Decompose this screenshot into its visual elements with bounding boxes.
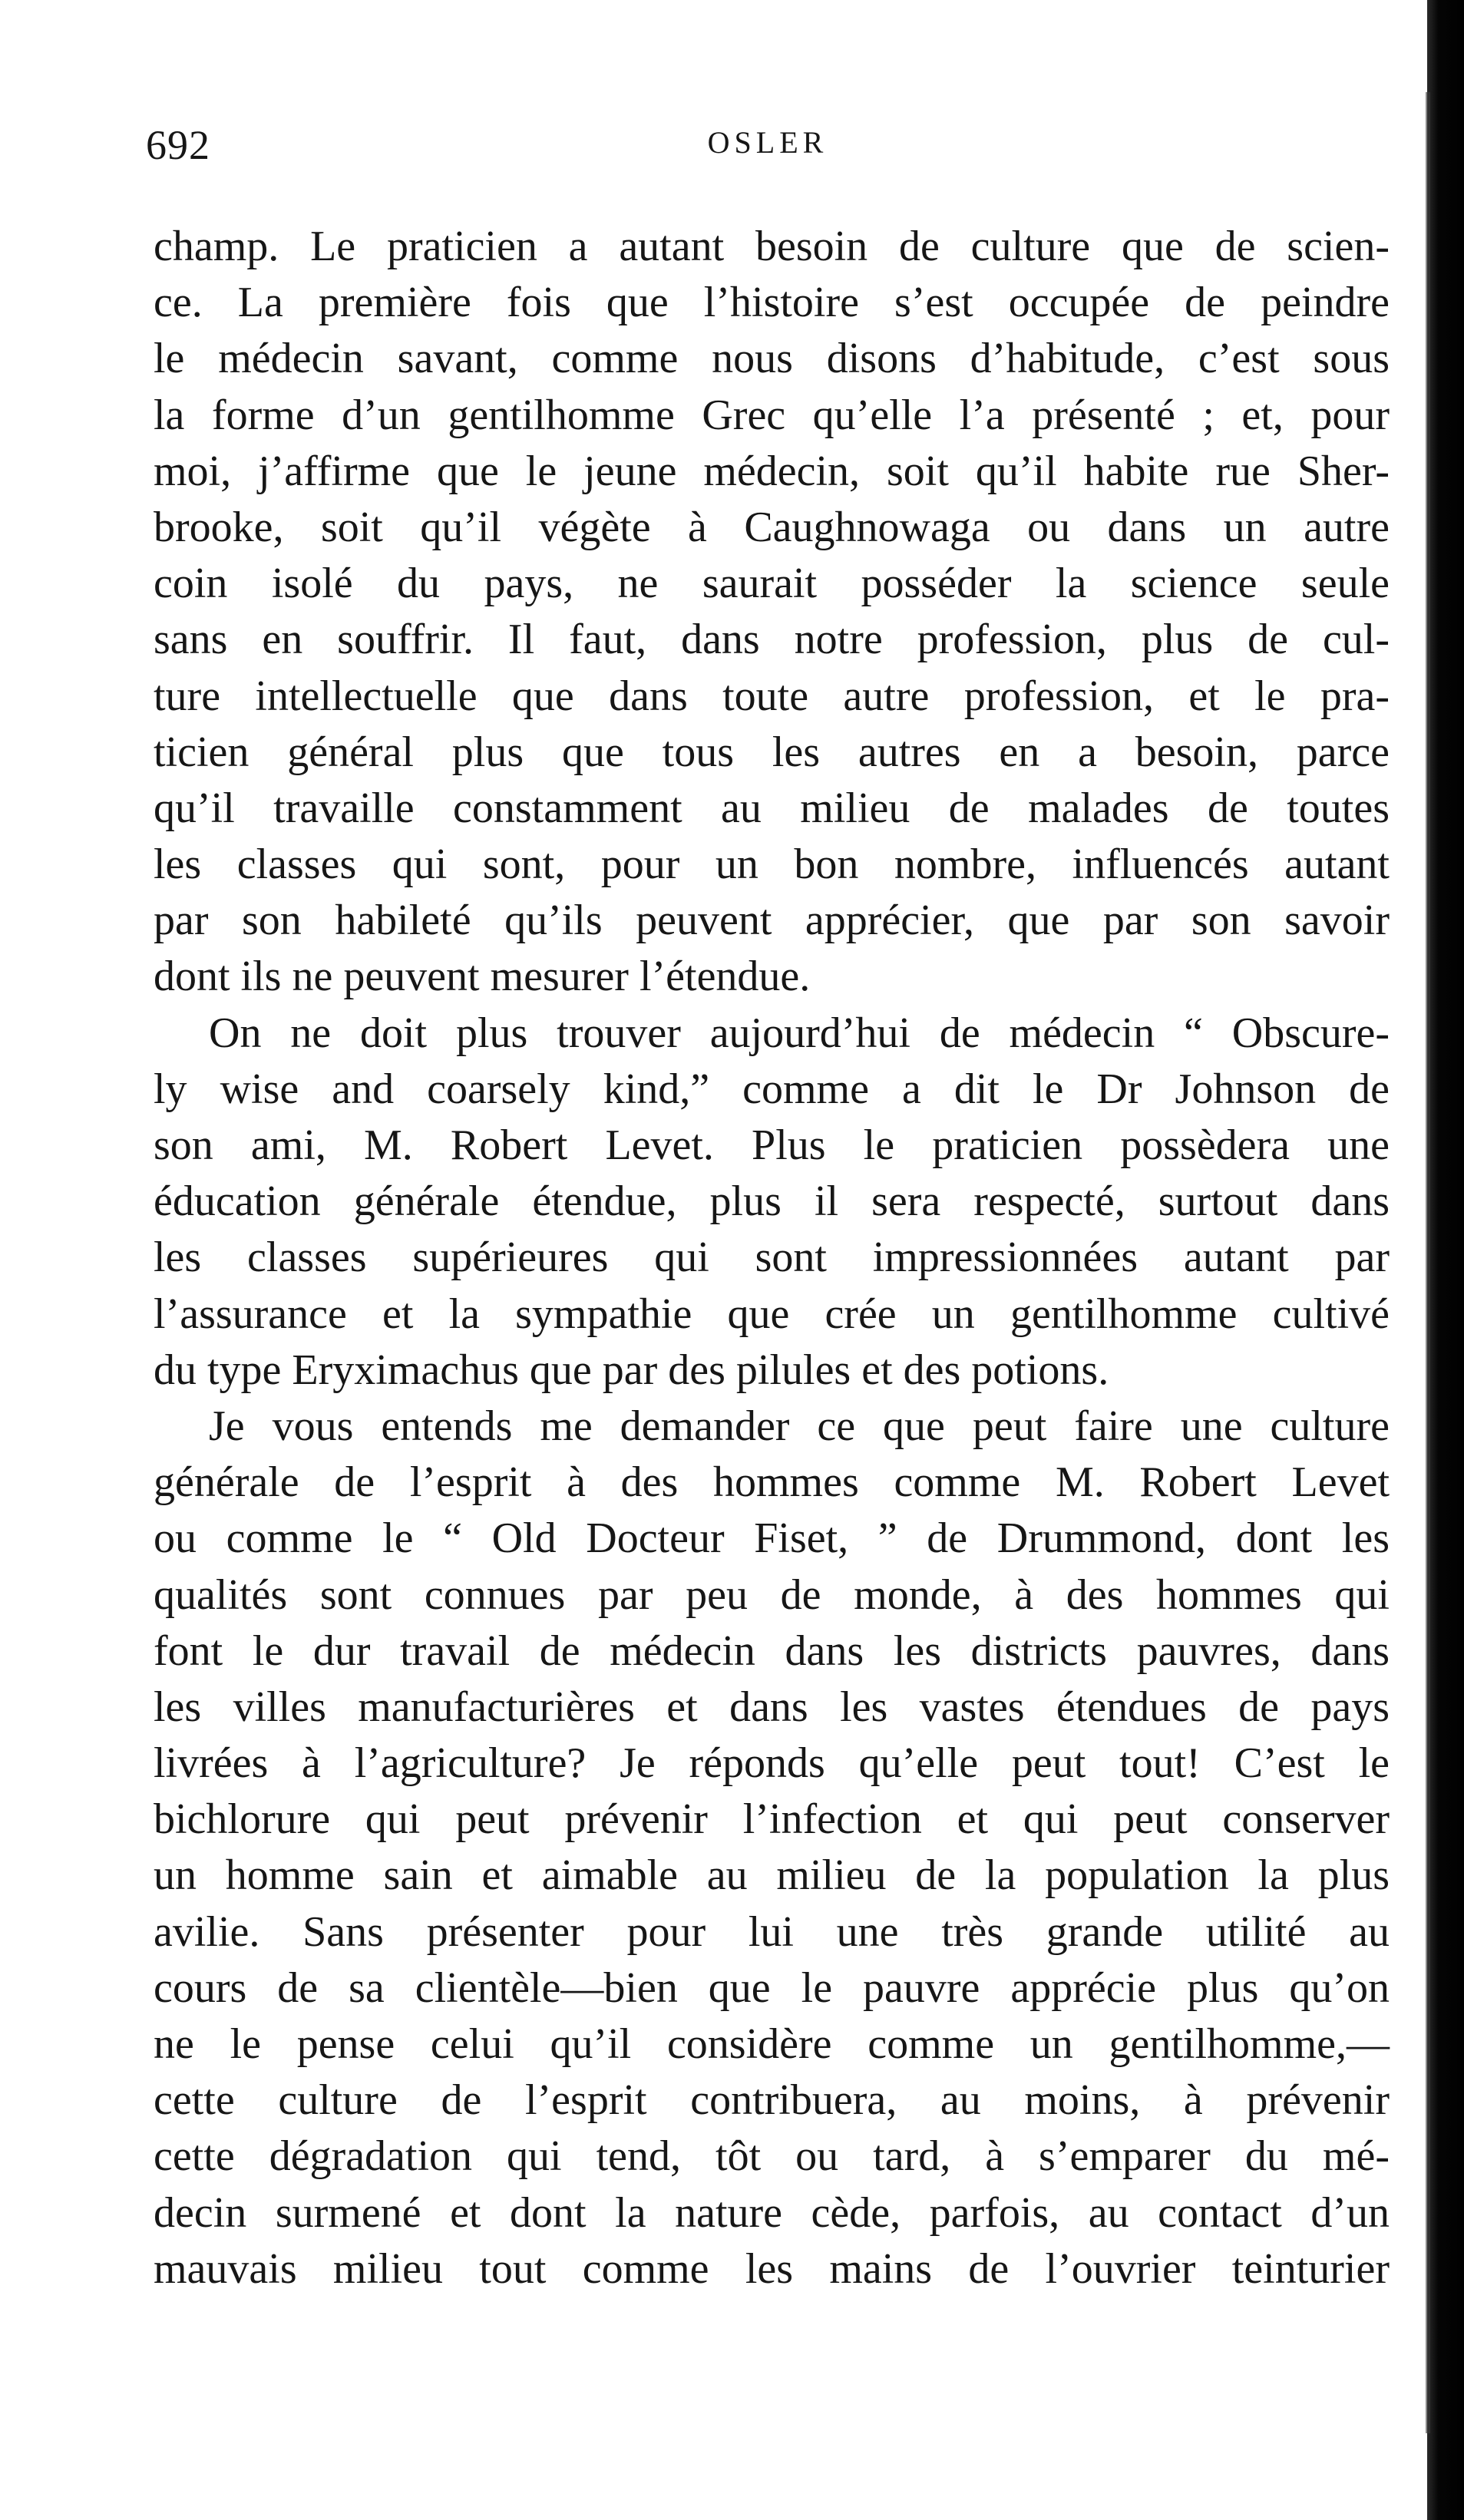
text-line: un homme sain et aimable au milieu de la population la plus xyxy=(154,1851,1390,1900)
text-line: cette culture de l’esprit contribuera, au moins, à prévenir xyxy=(154,2076,1390,2125)
scan-edge-line xyxy=(1426,92,1430,2433)
text-line: cours de sa clientèle—bien que le pauvre apprécie plus qu’on xyxy=(154,1963,1390,2012)
text-line: decin surmené et dont la nature cède, parfois, au contact d’un xyxy=(154,2188,1390,2237)
text-line: ce. La première fois que l’histoire s’est occupée de peindre xyxy=(154,279,1390,327)
text-line: par son habileté qu’ils peuvent apprécier, que par son savoir xyxy=(154,897,1390,945)
text-line: son ami, M. Robert Levet. Plus le praticien possèdera une xyxy=(154,1121,1390,1169)
text-line: l’assurance et la sympathie que crée un gentilhomme cultivé xyxy=(154,1290,1390,1338)
text-line: livrées à l’agriculture? Je réponds qu’elle peut tout! C’est le xyxy=(154,1739,1390,1788)
text-line: mauvais milieu tout comme les mains de l’ouvrier teinturier xyxy=(154,2244,1390,2293)
text-line: générale de l’esprit à des hommes comme M. Robert Levet xyxy=(154,1458,1390,1507)
text-line: bichlorure qui peut prévenir l’infection et qui peut conserver xyxy=(154,1795,1390,1844)
running-head: OSLER xyxy=(707,125,828,160)
text-line: avilie. Sans présenter pour lui une très grande utilité au xyxy=(154,1907,1390,1956)
text-line: champ. Le praticien a autant besoin de culture que de scien- xyxy=(154,223,1390,270)
text-line: sans en souffrir. Il faut, dans notre profession, plus de cul- xyxy=(154,616,1390,664)
text-line: ture intellectuelle que dans toute autre profession, et le pra- xyxy=(154,672,1390,720)
text-line: cette dégradation qui tend, tôt ou tard, à s’emparer du mé- xyxy=(154,2132,1390,2181)
text-line: la forme d’un gentilhomme Grec qu’elle l’a présenté ; et, pour xyxy=(154,391,1390,439)
text-line: ly wise and coarsely kind,” comme a dit le Dr Johnson de xyxy=(154,1065,1390,1113)
text-line: coin isolé du pays, ne saurait posséder la science seule xyxy=(154,560,1390,608)
text-line: du type Eryximachus que par des pilules et des potions. xyxy=(154,1346,1109,1394)
text-line: brooke, soit qu’il végète à Caughnowaga ou dans un autre xyxy=(154,503,1390,551)
text-line: les classes qui sont, pour un bon nombre, influencés autant xyxy=(154,841,1390,889)
text-line: éducation générale étendue, plus il sera respecté, surtout dans xyxy=(154,1177,1390,1226)
page-number: 692 xyxy=(146,122,210,168)
body-text xyxy=(154,219,1390,2297)
text-line: ticien général plus que tous les autres en a besoin, parce xyxy=(154,728,1390,776)
text-line: Je vous entends me demander ce que peut faire une culture xyxy=(209,1402,1390,1450)
text-line: qu’il travaille constamment au milieu de malades de toutes xyxy=(154,784,1390,832)
text-line: dont ils ne peuvent mesurer l’étendue. xyxy=(154,953,811,1001)
text-line: qualités sont connues par peu de monde, à des hommes qui xyxy=(154,1570,1390,1619)
text-line: ou comme le “ Old Docteur Fiset, ” de Drummond, dont les xyxy=(154,1514,1390,1563)
text-line: font le dur travail de médecin dans les districts pauvres, dans xyxy=(154,1627,1390,1675)
page-header xyxy=(146,121,1390,175)
text-line: ne le pense celui qu’il considère comme un gentilhomme,— xyxy=(154,2020,1390,2068)
text-line: moi, j’affirme que le jeune médecin, soit qu’il habite rue Sher- xyxy=(154,447,1390,495)
text-line: les villes manufacturières et dans les vastes étendues de pays xyxy=(154,1683,1390,1731)
text-line: les classes supérieures qui sont impressionnées autant par xyxy=(154,1234,1390,1282)
text-line: le médecin savant, comme nous disons d’habitude, c’est sous xyxy=(154,335,1390,383)
text-line: On ne doit plus trouver aujourd’hui de médecin “ Obscure- xyxy=(209,1009,1390,1057)
scan-binding-shadow xyxy=(1427,0,1464,2520)
